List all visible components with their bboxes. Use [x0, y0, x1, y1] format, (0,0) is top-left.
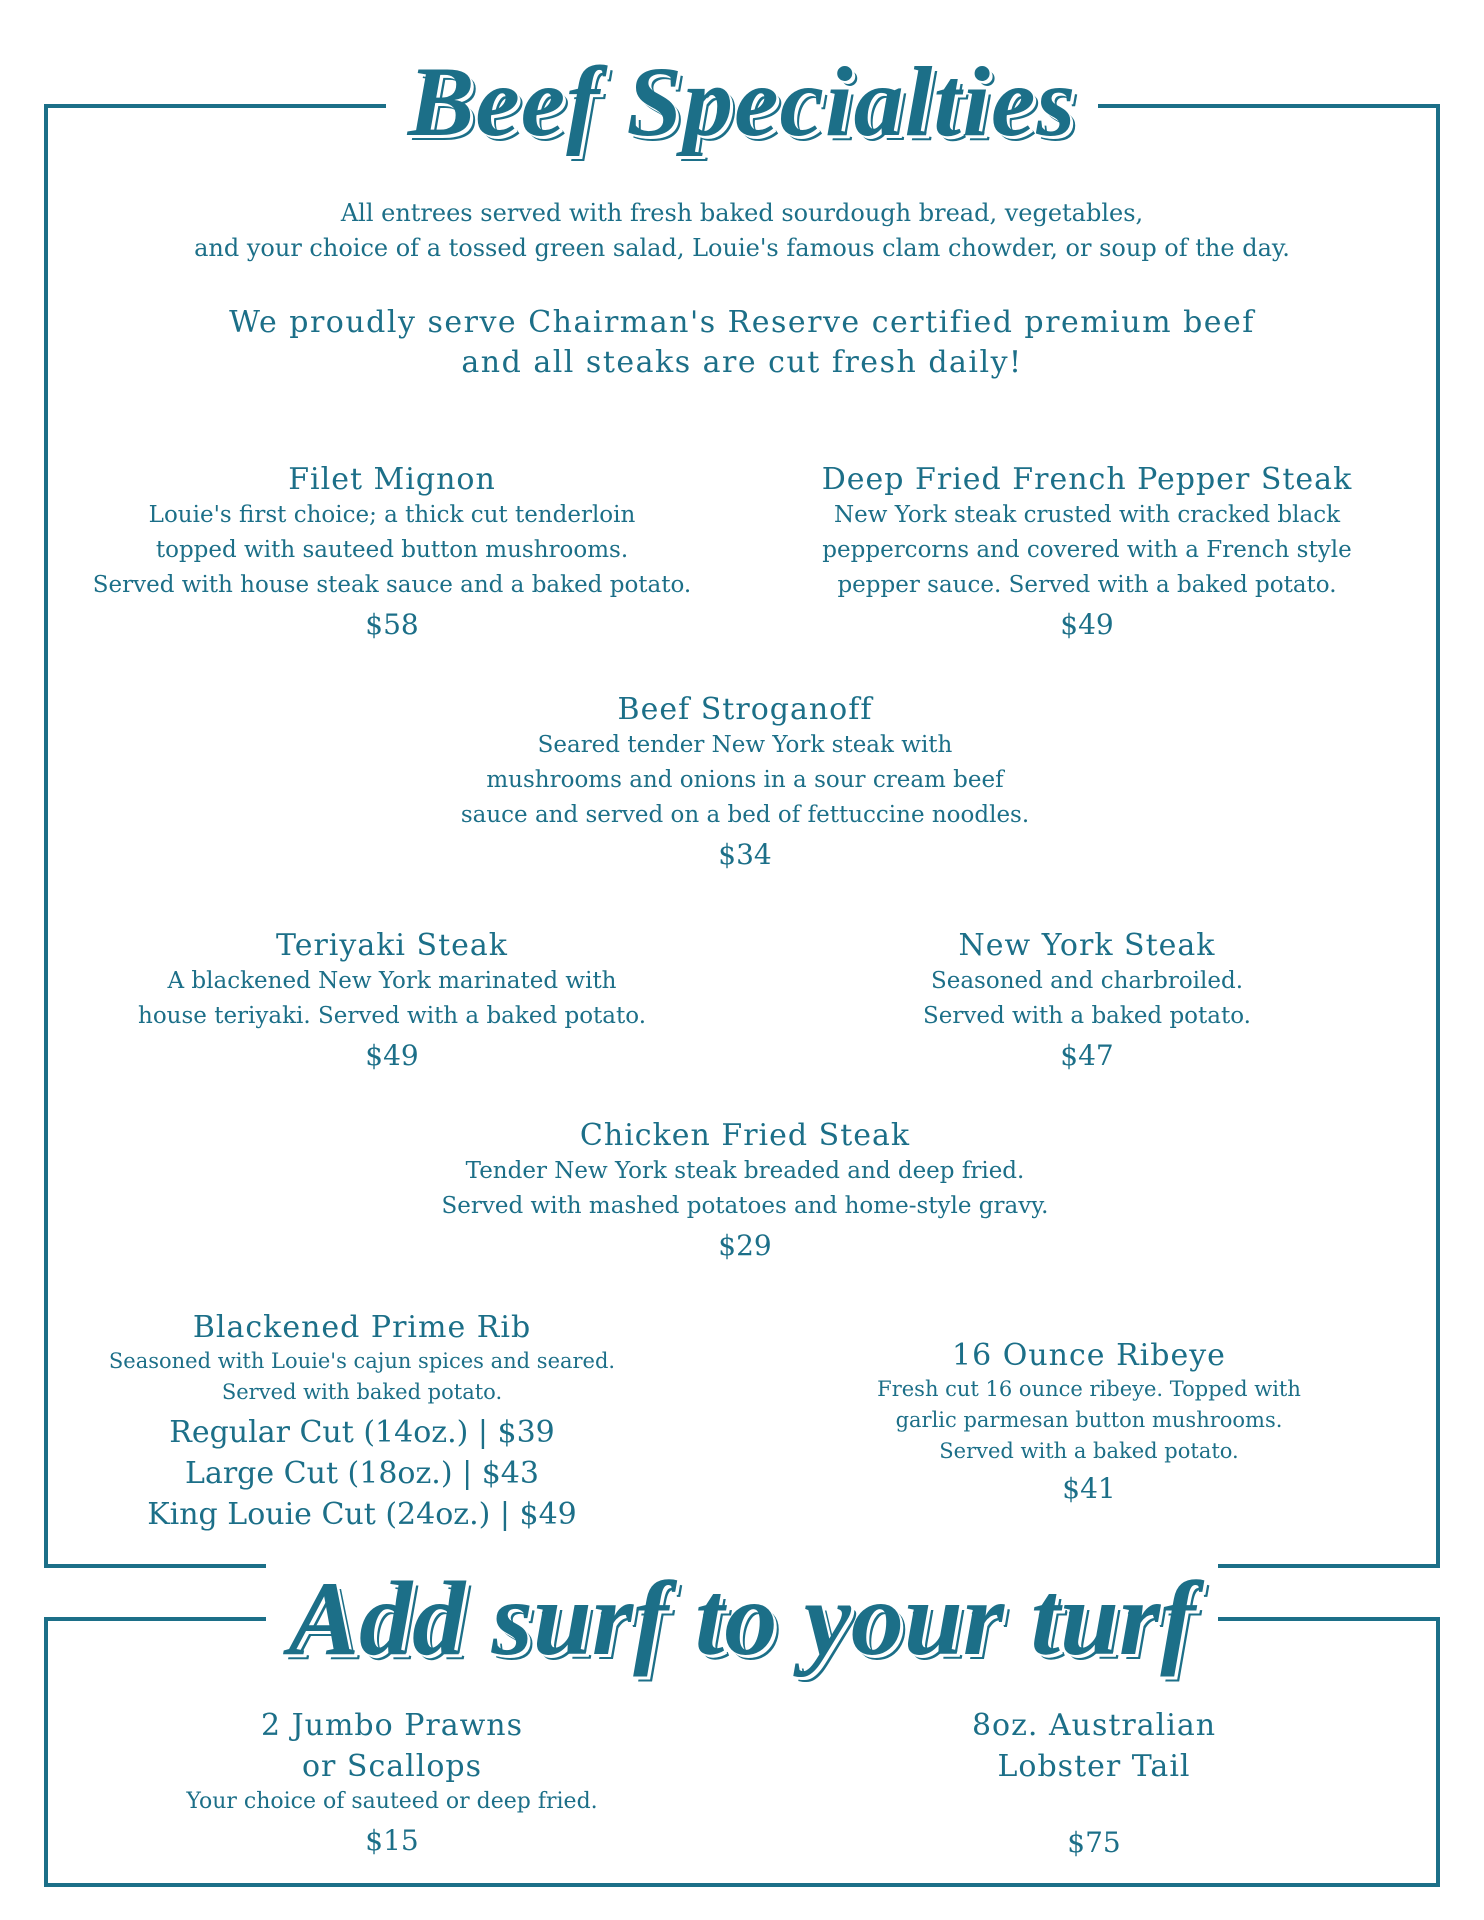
item-price: $15 [365, 1824, 419, 1857]
menu-item-pepper-steak [822, 462, 1353, 645]
section-title-surf-turf: Add surf to your turf [0, 1566, 1484, 1672]
beef-notice [0, 303, 1484, 383]
item-price: $49 [1060, 608, 1114, 641]
notice-line: We proudly serve Chairman's Reserve certified premium beef [229, 305, 1255, 340]
menu-item-chicken-fried-steak [442, 1118, 1049, 1266]
item-name: Teriyaki Steak [276, 928, 508, 963]
item-price: $41 [1062, 1472, 1116, 1505]
item-description: Fresh cut 16 ounce ribeye. Topped with garlic parmesan button mushrooms. Served with a baked potato. [877, 1377, 1301, 1463]
item-name: Blackened Prime Rib [192, 1310, 532, 1345]
item-price: $29 [718, 1229, 772, 1262]
item-name: 8oz. Australian Lobster Tail [971, 1708, 1217, 1784]
item-price: $75 [1067, 1826, 1121, 1859]
menu-item-new-york-steak [923, 928, 1251, 1076]
cut-option: Regular Cut (14oz.) | $39 [169, 1415, 555, 1450]
item-description: Seasoned and charbroiled. Served with a baked potato. [923, 968, 1251, 1029]
cut-options [109, 1412, 615, 1535]
item-name: 2 Jumbo Prawns or Scallops [260, 1708, 524, 1784]
cut-option: Large Cut (18oz.) | $43 [185, 1456, 539, 1491]
intro-line: All entrees served with fresh baked sourdough bread, vegetables, [340, 199, 1144, 227]
menu-item-beef-stroganoff [461, 692, 1029, 875]
cut-option: King Louie Cut (24oz.) | $49 [147, 1497, 577, 1532]
item-name: Beef Stroganoff [617, 692, 873, 727]
item-price: $47 [1060, 1039, 1114, 1072]
menu-item-prawns-scallops [186, 1705, 597, 1861]
section-title-beef-specialties: Beef Specialties [0, 52, 1484, 152]
item-description: Tender New York steak breaded and deep fried. Served with mashed potatoes and home-style gravy. [441, 1158, 1049, 1219]
item-name: Deep Fried French Pepper Steak [821, 462, 1353, 497]
item-description: Your choice of sauteed or deep fried. [186, 1789, 598, 1814]
item-description: Seasoned with Louie's cajun spices and seared. Served with baked potato. [108, 1349, 616, 1404]
item-name: Filet Mignon [288, 462, 496, 497]
item-name: New York Steak [958, 928, 1216, 963]
intro-line: and your choice of a tossed green salad, Louie's famous clam chowder, or soup of the day. [194, 234, 1290, 262]
intro-text [0, 196, 1484, 266]
item-description: Seared tender New York steak with mushrooms and onions in a sour cream beef sauce and served on a bed of fettuccine noodles. [460, 732, 1030, 828]
item-price: $34 [718, 838, 772, 871]
menu-item-blackened-prime-rib [109, 1310, 615, 1535]
item-price: $58 [365, 608, 419, 641]
item-description: Louie's first choice; a thick cut tenderloin topped with sauteed button mushrooms. Served with house steak sauce and a baked potato. [92, 502, 692, 598]
item-description: A blackened New York marinated with house teriyaki. Served with a baked potato. [138, 968, 646, 1029]
notice-line: and all steaks are cut fresh daily! [461, 345, 1023, 380]
item-name: Chicken Fried Steak [579, 1118, 911, 1153]
item-description: New York steak crusted with cracked black peppercorns and covered with a French style pepper sauce. Served with a baked potato. [822, 502, 1352, 598]
menu-item-ribeye [877, 1338, 1301, 1509]
item-price: $49 [365, 1039, 419, 1072]
menu-item-lobster-tail [972, 1705, 1216, 1863]
menu-item-teriyaki-steak [138, 928, 646, 1076]
item-name: 16 Ounce Ribeye [952, 1338, 1226, 1373]
menu-item-filet-mignon [93, 462, 691, 645]
